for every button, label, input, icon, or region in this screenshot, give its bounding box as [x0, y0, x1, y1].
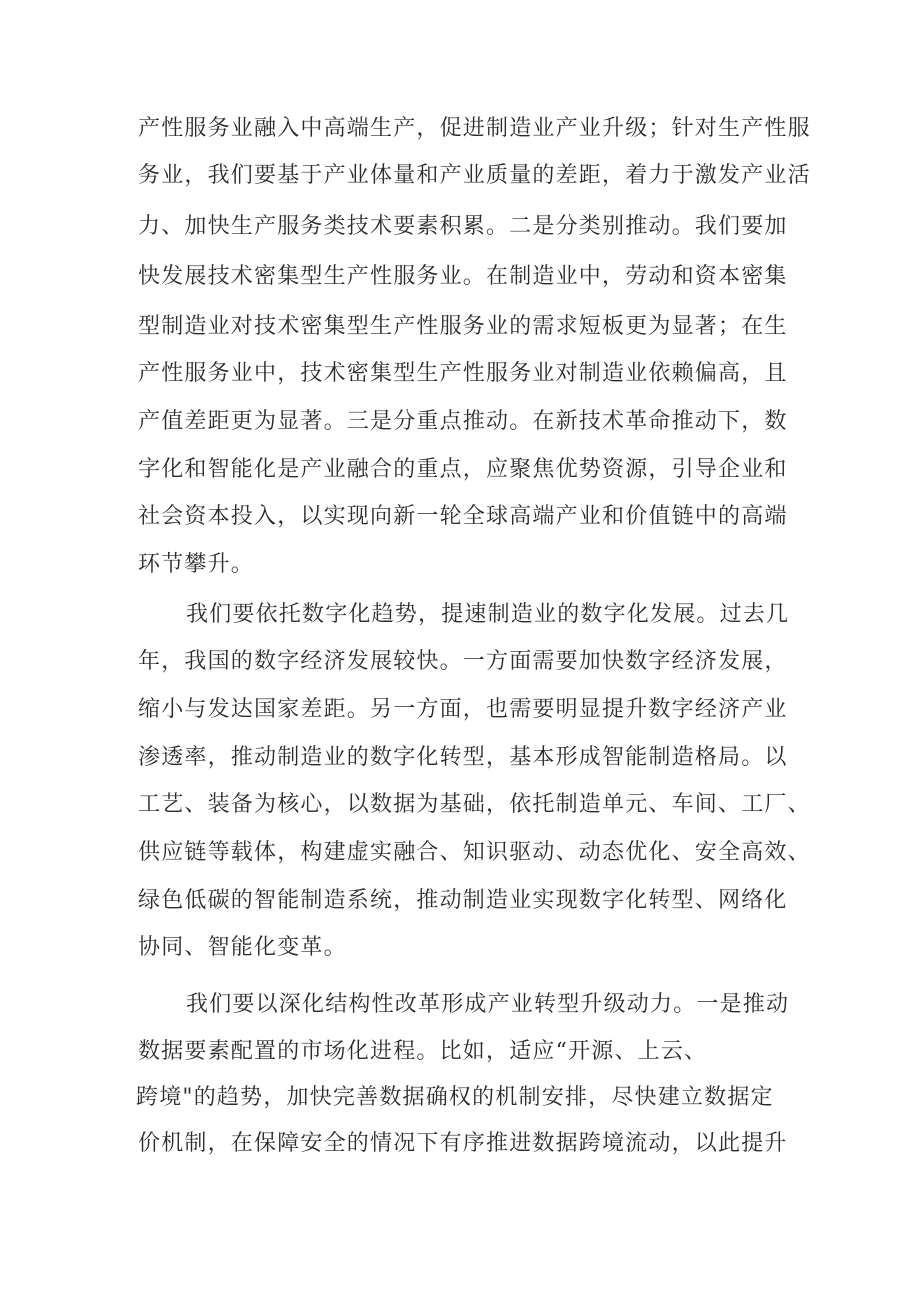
- paragraph-3-line-3: 跨境"的趋势，加快完善数据确权的机制安排，尽快建立数据定: [136, 1085, 774, 1110]
- paragraph-2-line-1: 我们要依托数字化趋势，提速制造业的数字化发展。过去几: [186, 602, 790, 627]
- paragraph-2-line-5: 工艺、装备为核心，以数据为基础，依托制造单元、车间、工厂、: [138, 792, 811, 817]
- paragraph-3-line-4: 价机制，在保障安全的情况下有序推进数据跨境流动，以此提升: [138, 1131, 788, 1156]
- paragraph-1-line-6: 产性服务业中，技术密集型生产性服务业对制造业依赖偏高，且: [138, 361, 788, 386]
- paragraph-3-line-1: 我们要以深化结构性改革形成产业转型升级动力。一是推动: [186, 992, 790, 1017]
- paragraph-2-line-6: 供应链等载体，构建虚实融合、知识驱动、动态优化、安全高效、: [138, 840, 811, 865]
- paragraph-2-line-3: 缩小与发达国家差距。另一方面，也需要明显提升数字经济产业: [138, 697, 788, 722]
- paragraph-1-line-3: 力、加快生产服务类技术要素积累。二是分类别推动。我们要加: [138, 214, 788, 239]
- paragraph-1-line-4: 快发展技术密集型生产性服务业。在制造业中，劳动和资本密集: [138, 264, 788, 289]
- paragraph-1-line-2: 务业，我们要基于产业体量和产业质量的差距，着力于激发产业活: [138, 163, 811, 188]
- paragraph-1-line-8: 字化和智能化是产业融合的重点，应聚焦优势资源，引导企业和: [138, 457, 788, 482]
- paragraph-2-line-8: 协同、智能化变革。: [138, 935, 347, 960]
- paragraph-1-line-10: 环节攀升。: [138, 552, 255, 577]
- paragraph-1-line-7: 产值差距更为显著。三是分重点推动。在新技术革命推动下，数: [138, 409, 788, 434]
- paragraph-2-line-2: 年，我国的数字经济发展较快。一方面需要加快数字经济发展，: [138, 649, 788, 674]
- paragraph-3-line-2: 数据要素配置的市场化进程。比如，适应“开源、上云、: [138, 1039, 708, 1064]
- paragraph-2-line-7: 绿色低碳的智能制造系统，推动制造业实现数字化转型、网络化: [138, 888, 788, 913]
- paragraph-1-line-5: 型制造业对技术密集型生产性服务业的需求短板更为显著；在生: [138, 314, 788, 339]
- paragraph-1-line-9: 社会资本投入，以实现向新一轮全球高端产业和价值链中的高端: [138, 504, 788, 529]
- paragraph-1-line-1: 产性服务业融入中高端生产，促进制造业产业升级；针对生产性服: [138, 116, 811, 141]
- paragraph-2-line-4: 渗透率，推动制造业的数字化转型，基本形成智能制造格局。以: [138, 745, 788, 770]
